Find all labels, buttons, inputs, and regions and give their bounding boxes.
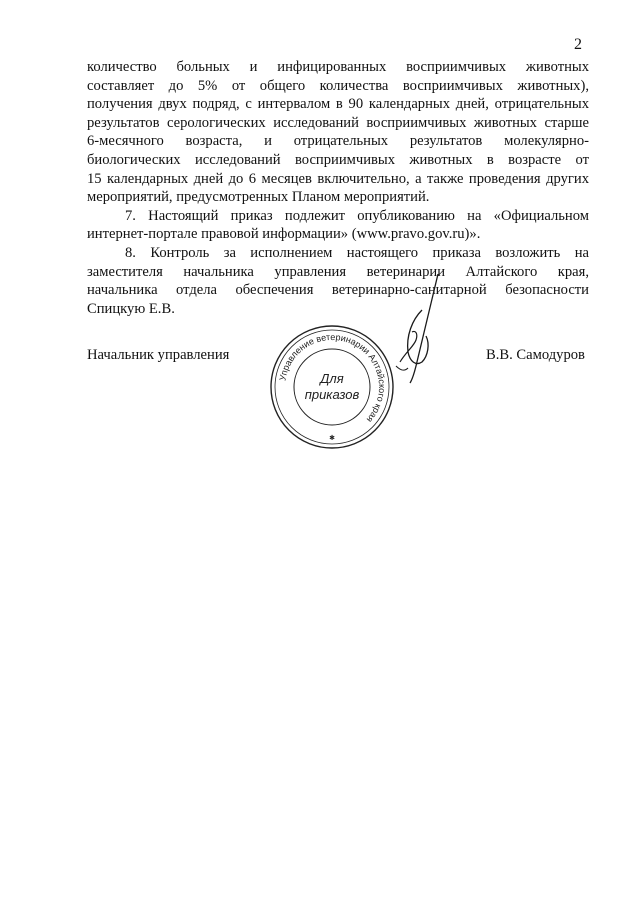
- text-line: заместителя начальника управления ветеринарии Алтайского края,: [87, 263, 589, 280]
- text-line: 15 календарных дней до 6 месяцев включительно, а также проведения других: [87, 170, 589, 187]
- official-stamp: [268, 323, 396, 451]
- stamp-ring-text: Управление ветеринарии Алтайского края: [277, 331, 388, 425]
- text-line: 6-месячного возраста, и отрицательных результатов молекулярно-: [87, 133, 589, 150]
- paragraph-8: [87, 244, 589, 318]
- text-line: начальника отдела обеспечения ветеринарно-санитарной безопасности: [87, 282, 589, 299]
- stamp-center-line-2: приказов: [304, 387, 360, 402]
- text-line: получения двух подряд, с интервалом в 90 календарных дней, отрицательных: [87, 96, 589, 113]
- text-line: Спицкую Е.В.: [87, 300, 175, 317]
- text-line: составляет до 5% от общего количества восприимчивых животных),: [87, 77, 589, 94]
- text-line: мероприятий, предусмотренных Планом мероприятий.: [87, 189, 430, 206]
- stamp-center-line-1: Для: [320, 371, 344, 386]
- text-line: интернет-портале правовой информации» (www.pravo.gov.ru)».: [87, 226, 481, 243]
- page-number: 2: [574, 36, 582, 53]
- paragraph-7: [87, 207, 589, 244]
- text-line: 8. Контроль за исполнением настоящего приказа возложить на: [125, 244, 589, 261]
- stamp-star-icon: ✱: [329, 435, 335, 442]
- document-body: [87, 58, 589, 318]
- signatory-name: В.В. Самодуров: [486, 347, 585, 363]
- text-line: биологических исследований восприимчивых животных в возрасте от: [87, 151, 589, 168]
- paragraph-continued: [87, 58, 589, 207]
- text-line: 7. Настоящий приказ подлежит опубликованию на «Официальном: [125, 207, 589, 224]
- text-line: результатов серологических исследований восприимчивых животных старше: [87, 114, 589, 131]
- text-line: количество больных и инфицированных восприимчивых животных: [87, 59, 589, 75]
- signatory-position: Начальник управления: [87, 347, 230, 363]
